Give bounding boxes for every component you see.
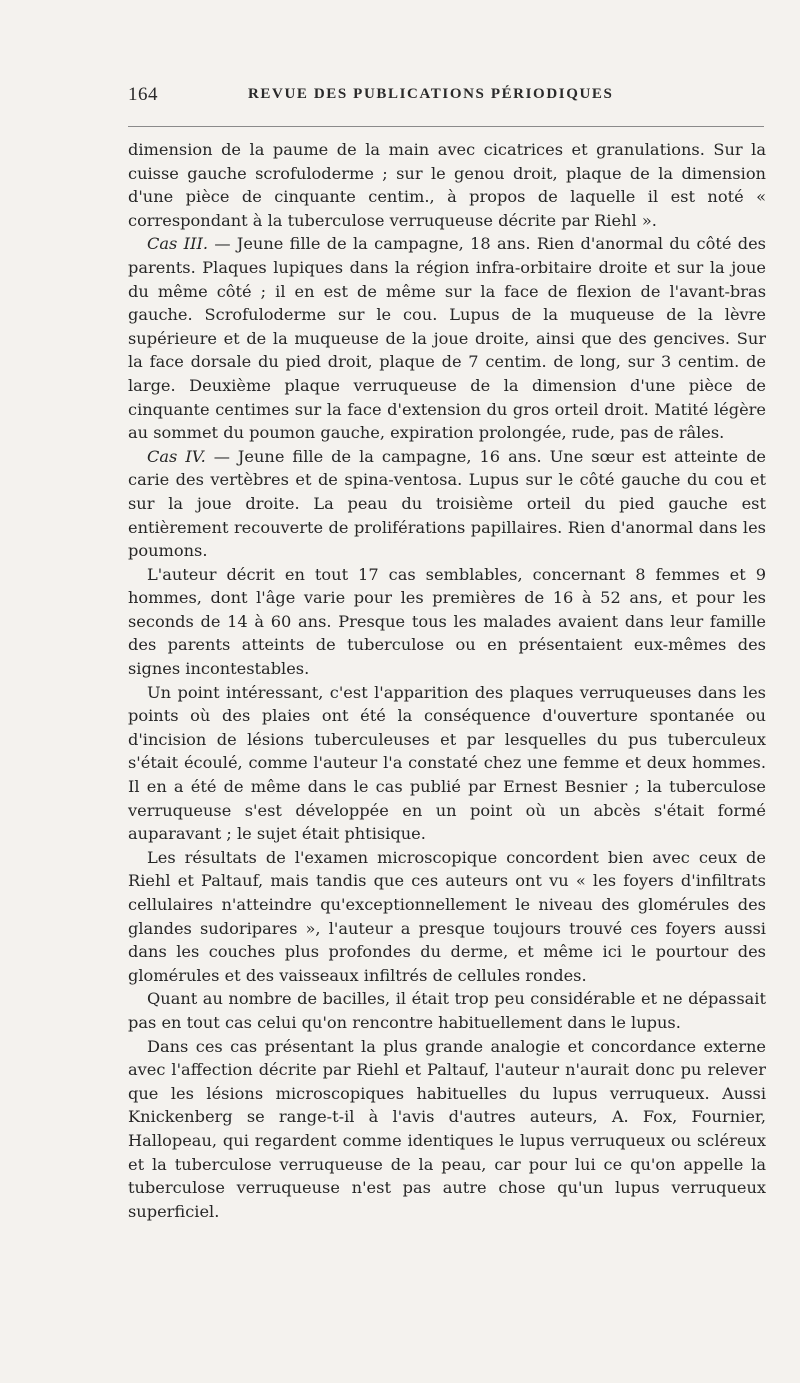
case-label: Cas IV.	[147, 446, 206, 466]
paragraph-text: Quant au nombre de bacilles, il était trop peu considérable et ne dépassait pas en tout cas celui qu'on rencontre habituellement dans le lupus.	[128, 989, 766, 1032]
paragraph-text: dimension de la paume de la main avec cicatrices et granulations. Sur la cuisse gauche scrofuloderme ; sur le genou droit, plaque de la dimension d'une pièce de cinquante centim., à propos de laquelle il est noté « correspondant à la tuberculose verruqueuse décrite par Riehl ».	[128, 140, 766, 230]
paragraph-text: Les résultats de l'examen microscopique concordent bien avec ceux de Riehl et Paltauf, mais tandis que ces auteurs ont vu « les foyers d'infiltrats cellulaires n'atteindre qu'exceptionnellement le niveau des glomérules des glandes sudoripares », l'auteur a presque toujours trouvé ces foyers aussi dans les couches plus profondes du derme, et même ici le pourtour des glomérules et des vaisseaux infiltrés de cellules rondes.	[128, 847, 766, 985]
paragraph	[128, 1035, 766, 1224]
paragraph-case-3	[128, 232, 766, 444]
paragraph-case-4	[128, 445, 766, 563]
paragraph-text: Dans ces cas présentant la plus grande analogie et concordance externe avec l'affection décrite par Riehl et Paltauf, l'auteur n'aurait donc pu relever que les lésions microscopiques habituelles du lupus verruqueux. Aussi Knickenberg se range-t-il à l'avis d'autres auteurs, A. Fox, Fournier, Hallopeau, qui regardent comme identiques le lupus verruqueux ou scléreux et la tuberculose verruqueuse de la peau, car pour lui ce qu'on appelle la tuberculose verruqueuse n'est pas autre chose qu'un lupus verruqueux superficiel.	[128, 1036, 766, 1221]
paragraph-text: — Jeune fille de la campagne, 18 ans. Rien d'anormal du côté des parents. Plaques lupiques dans la région infra-orbitaire droite et sur la joue du même côté ; il en est de même sur la face de flexion de l'avant-bras gauche. Scrofuloderme sur le cou. Lupus de la muqueuse de la lèvre supérieure et de la muqueuse de la joue droite, ainsi que des gencives. Sur la face dorsale du pied droit, plaque de 7 centim. de long, sur 3 centim. de large. Deuxième plaque verruqueuse de la dimension d'une pièce de cinquante centimes sur la face d'extension du gros orteil droit. Matité légère au sommet du poumon gauche, expiration prolongée, rude, pas de râles.	[128, 234, 766, 443]
page-number: 164	[128, 84, 158, 105]
header-rule	[128, 126, 764, 127]
page-header	[128, 84, 766, 108]
paragraph	[128, 681, 766, 846]
paragraph	[128, 138, 766, 232]
paragraph	[128, 846, 766, 988]
paragraph-text: L'auteur décrit en tout 17 cas semblables, concernant 8 femmes et 9 hommes, dont l'âge varie pour les premières de 16 à 52 ans, et pour les seconds de 14 à 60 ans. Presque tous les malades avaient dans leur famille des parents atteints de tuberculose ou en présentaient eux-mêmes des signes incontestables.	[128, 564, 766, 679]
paragraph-text: Un point intéressant, c'est l'apparition des plaques verruqueuses dans les points où des plaies ont été la conséquence d'ouverture spontanée ou d'incision de lésions tuberculeuses et par lesquelles du pus tuberculeux s'était écoulé, comme l'auteur l'a constaté chez une femme et deux hommes. Il en a été de même dans le cas publié par Ernest Besnier ; la tuberculose verruqueuse s'est développée en un point où un abcès s'était formé auparavant ; le sujet était phtisique.	[128, 682, 766, 844]
case-label: Cas III.	[147, 234, 208, 254]
paragraph-text: — Jeune fille de la campagne, 16 ans. Une sœur est atteinte de carie des vertèbres et de spina-ventosa. Lupus sur le côté gauche du cou et sur la joue droite. La peau du troisième orteil du pied gauche est entièrement recouverte de proliférations papillaires. Rien d'anormal dans les poumons.	[128, 446, 767, 561]
article-body	[128, 138, 766, 1223]
paragraph	[128, 563, 766, 681]
running-title: REVUE DES PUBLICATIONS PÉRIODIQUES	[248, 86, 614, 102]
paragraph	[128, 987, 766, 1034]
